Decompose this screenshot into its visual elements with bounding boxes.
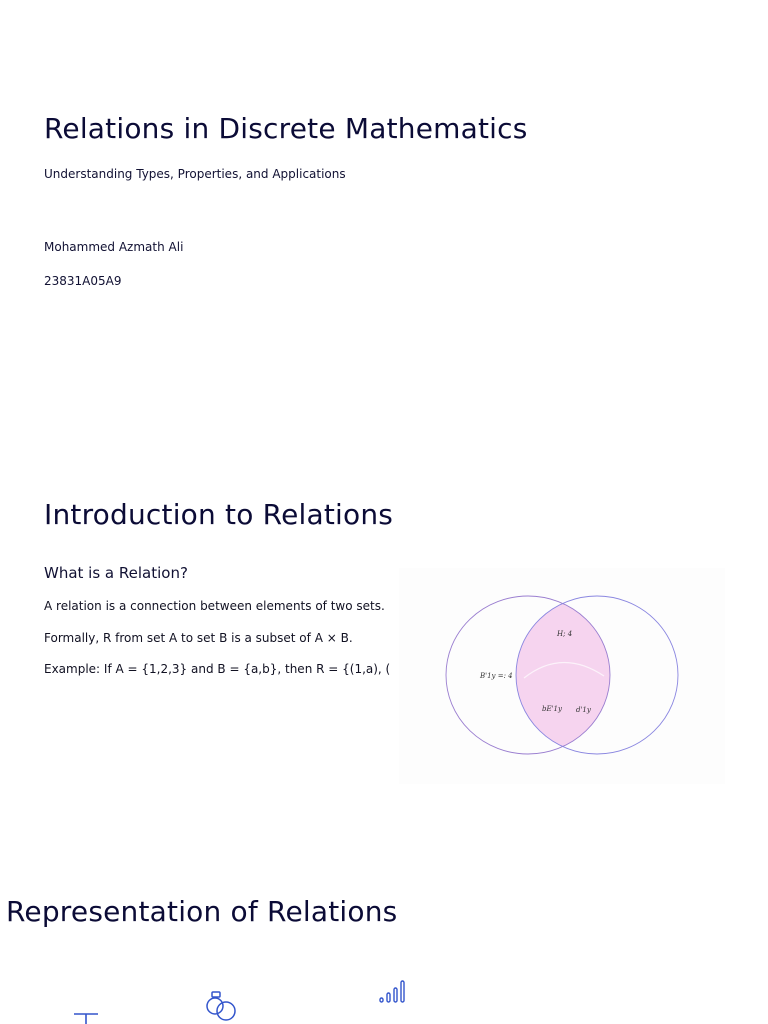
venn-label-bottom-right: d'1y (576, 706, 591, 714)
text-icon (72, 1012, 102, 1024)
signal-bars-icon (378, 978, 410, 1004)
formal-definition-line: Formally, R from set A to set B is a subset of A × B. (44, 631, 353, 645)
presentation-subtitle: Understanding Types, Properties, and Applications (44, 167, 346, 181)
roll-number: 23831A05A9 (44, 274, 122, 288)
example-line: Example: If A = {1,2,3} and B = {a,b}, then R = {(1,a), ( (44, 662, 391, 676)
example-line-clip (44, 660, 399, 680)
slide-heading-introduction: Introduction to Relations (44, 498, 394, 531)
presentation-title: Relations in Discrete Mathematics (44, 112, 528, 145)
section-heading-what-is-relation: What is a Relation? (44, 564, 188, 582)
rings-icon (203, 990, 239, 1022)
venn-overlap-fill (516, 596, 678, 754)
definition-line: A relation is a connection between elements of two sets. (44, 599, 385, 613)
slide-heading-representation: Representation of Relations (6, 895, 398, 928)
venn-label-left: B'1y =: 4 (480, 672, 513, 680)
venn-label-top: H; 4 (557, 630, 573, 638)
venn-label-bottom-left: bE'1y (542, 705, 562, 713)
venn-diagram-svg (399, 568, 725, 784)
venn-diagram (399, 568, 725, 784)
author-name: Mohammed Azmath Ali (44, 240, 184, 254)
